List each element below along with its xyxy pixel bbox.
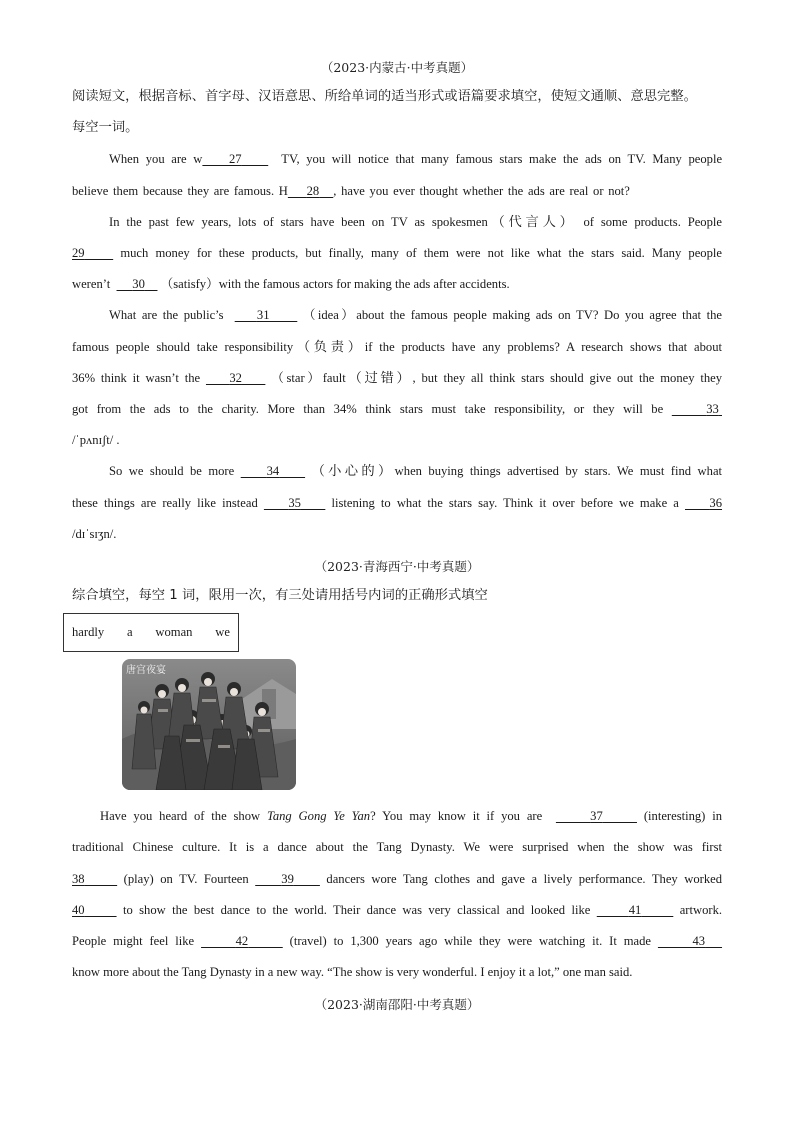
illustration-caption: 唐宫夜宴	[126, 665, 166, 676]
section1-instruction: 阅读短文，根据音标、首字母、汉语意思、所给单词的适当形式或语篇要求填空，使短文通顺、意思完整。	[72, 89, 697, 104]
blank-39[interactable]: 39	[281, 872, 294, 886]
word-bank-item: we	[215, 625, 230, 639]
passage1-line-2: believe them because they are famous. H 28 , have you ever thought whether the ads are real or not?	[72, 184, 630, 198]
section2-source: （2023·青海西宁·中考真题）	[314, 559, 480, 574]
passage2-line-1: Have you heard of the show Tang Gong Ye Yan? You may know it if you are 37 (interesting) in	[100, 809, 723, 823]
section3-source: （2023·湖南邵阳·中考真题）	[314, 997, 480, 1012]
section1-instruction-2: 每空一词。	[72, 120, 139, 135]
passage1-line-6: What are the public’s 31 （idea）about the famous people making ads on TV? Do you agree that the	[109, 308, 722, 322]
word-bank-item: hardly	[72, 625, 105, 639]
blank-34[interactable]: 34	[266, 464, 280, 478]
blank-43[interactable]: 43	[692, 934, 706, 948]
passage1-line-1: When you are w 27 TV, you will notice that many famous stars make the ads on TV. Many people	[109, 152, 723, 166]
blank-37[interactable]: 37	[590, 809, 603, 823]
passage1-line-8: 36% think it wasn’t the 32 （star）fault（过错）, but they all think stars should give out the money they	[72, 371, 723, 386]
blank-41[interactable]: 41	[628, 903, 642, 917]
blank-32[interactable]: 32	[229, 371, 242, 385]
passage1-line-13: /dɪˈsɪʒn/.	[72, 527, 117, 541]
blank-27[interactable]: 27	[229, 152, 242, 166]
section1-source: （2023·内蒙古·中考真题）	[320, 60, 474, 75]
passage2-line-4: 40 to show the best dance to the world. Their dance was very classical and looked like 41 artwork.	[72, 903, 723, 917]
tang-dancers-illustration	[122, 659, 296, 790]
passage2-line-5: People might feel like 42 (travel) to 1,300 years ago while they were watching it. It made 43	[72, 933, 722, 949]
blank-36[interactable]: 36	[709, 496, 723, 510]
blank-31[interactable]: 31	[256, 308, 270, 322]
passage1-line-4: 29 much money for these products, but finally, many of them were not like what the stars said. Many people	[72, 246, 722, 260]
blank-40[interactable]: 40	[72, 903, 85, 917]
blank-35[interactable]: 35	[288, 496, 301, 510]
blank-30[interactable]: 30	[132, 277, 145, 291]
blank-29[interactable]: 29	[72, 246, 85, 260]
passage1-line-5: weren’t 30 （satisfy）with the famous actors for making the ads after accidents.	[72, 277, 510, 291]
blank-28[interactable]: 28	[306, 184, 320, 198]
word-bank-item: woman	[155, 625, 193, 639]
passage2-line-2: traditional Chinese culture. It is a dance about the Tang Dynasty. We were surprised when the show was first	[72, 840, 722, 854]
passage1-line-7: famous people should take responsibility（负责）if the products have any problems? A research shows that about	[72, 340, 723, 355]
blank-42[interactable]: 42	[235, 934, 249, 948]
passage1-line-9: got from the ads to the charity. More than 34% think stars must take responsibility, or they will be 33	[72, 401, 722, 417]
passage1-line-3: In the past few years, lots of stars have been on TV as spokesmen（代言人） of some products. People	[109, 215, 722, 230]
passage1-line-11: So we should be more 34 （小心的）when buying things advertised by stars. We must find what	[109, 464, 723, 479]
passage1-line-10: /ˈpʌnɪʃt/ .	[72, 433, 120, 447]
passage1-line-12: these things are really like instead 35 listening to what the stars say. Think it over before we make a 36	[72, 496, 723, 510]
section2-instruction: 综合填空，每空 1 词，限用一次，有三处请用括号内词的正确形式填空	[72, 588, 488, 603]
passage2-line-3: 38 (play) on TV. Fourteen 39 dancers wore Tang clothes and gave a lively performance. They worked	[72, 872, 723, 886]
word-bank-item: a	[127, 625, 133, 639]
blank-33[interactable]: 33	[706, 402, 719, 416]
blank-38[interactable]: 38	[72, 872, 85, 886]
passage2-line-6: know more about the Tang Dynasty in a new way. “The show is very wonderful. I enjoy it a lot,” one man said.	[72, 965, 633, 979]
word-bank-box	[63, 613, 239, 652]
